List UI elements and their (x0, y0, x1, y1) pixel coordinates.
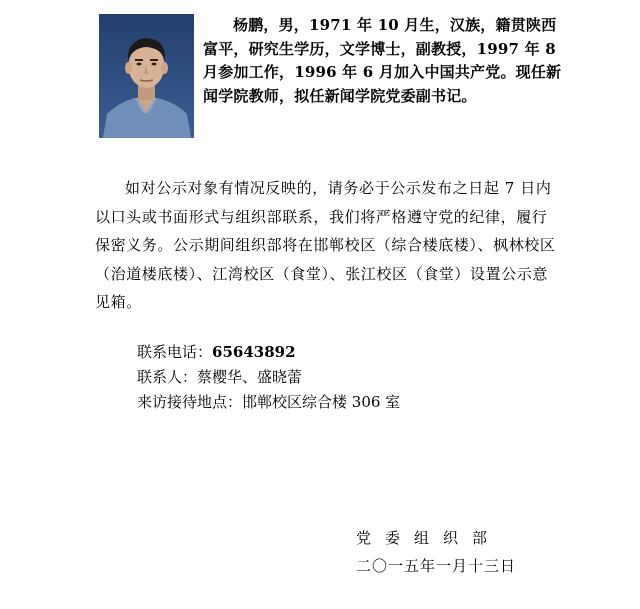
signature-block (356, 524, 516, 580)
contact-address-label: 来访接待地点： (137, 393, 243, 411)
contact-address-row (137, 390, 400, 415)
contact-info (137, 340, 400, 415)
notice-paragraph: 如对公示对象有情况反映的，请务必于公示发布之日起 7 日内以口头或书面形式与组织部联系，我们将严格遵守党的纪律，履行保密义务。公示期间组织部将在邯郸校区（综合楼底楼）、枫林校区（治道楼底楼）、江湾校区（食堂）、张江校区（食堂）设置公示意见箱。 (95, 179, 556, 311)
contact-person-value: 蔡樱华、盛晓蕾 (197, 368, 303, 386)
signature-org: 党委组织部 (356, 529, 502, 547)
candidate-bio: 杨鹏，男，1971 年 10 月生，汉族，籍贯陕西富平，研究生学历，文学博士，副教授，1997 年 8 月参加工作，1996 年 6 月加入中国共产党。现任新闻学院教师，拟任新闻学院党委副书记。 (203, 16, 562, 105)
contact-phone-row (137, 340, 400, 365)
signature-date: 二〇一五年一月十三日 (356, 557, 517, 575)
portrait-illustration (99, 14, 194, 138)
contact-person-label: 联系人： (137, 368, 198, 386)
contact-phone-value: 65643892 (212, 343, 296, 361)
contact-address-value: 邯郸校区综合楼 306 室 (242, 393, 401, 411)
contact-person-row (137, 365, 400, 390)
contact-phone-label: 联系电话： (137, 343, 213, 361)
portrait-photo (99, 14, 194, 138)
